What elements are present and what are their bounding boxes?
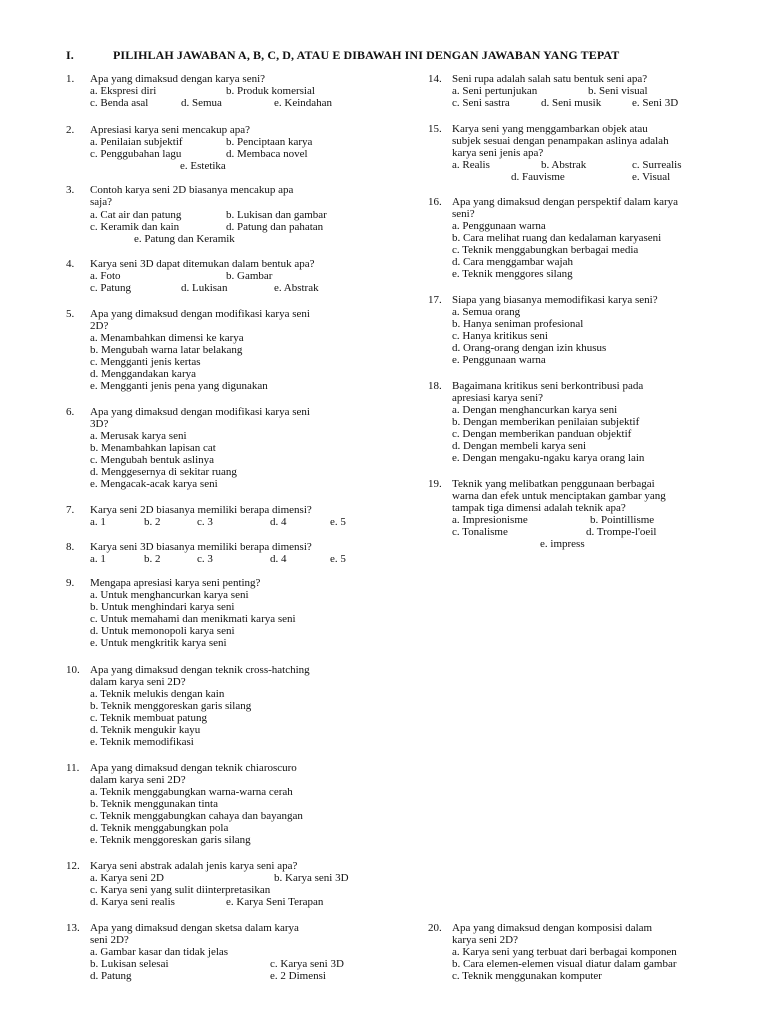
answer-option: d. Untuk memonopoli karya seni [90,625,235,637]
answer-option: b. Hanya seniman profesional [452,318,584,330]
answer-option: b. Seni visual [588,85,648,97]
question-number: 6. [66,406,75,418]
question-text: Bagaimana kritikus seni berkontribusi pada [452,380,644,392]
answer-option: b. Produk komersial [226,85,315,97]
question-text: Mengapa apresiasi karya seni penting? [90,577,261,589]
answer-option: e. Mengacak-acak karya seni [90,478,218,490]
answer-option: c. Teknik menggabungkan cahaya dan bayangan [90,810,303,822]
answer-option: b. Karya seni 3D [274,872,349,884]
question-number: 19. [428,478,442,490]
answer-option: c. Teknik menggabungkan berbagai media [452,244,639,256]
answer-option: b. Gambar [226,270,273,282]
answer-option: c. Mengganti jenis kertas [90,356,201,368]
answer-option: a. Foto [90,270,121,282]
answer-option: a. Ekspresi diri [90,85,157,97]
answer-option: d. 4 [270,516,287,528]
question-number: 11. [66,762,80,774]
answer-option: c. Teknik membuat patung [90,712,207,724]
answer-option: c. Penggubahan lagu [90,148,182,160]
answer-option: b. Abstrak [541,159,587,171]
question-text: dalam karya seni 2D? [90,676,186,688]
answer-option: d. Patung dan pahatan [226,221,324,233]
answer-option: d. Menggandakan karya [90,368,196,380]
answer-option: d. Karya seni realis [90,896,175,908]
answer-option: b. Cara elemen-elemen visual diatur dalam gambar [452,958,677,970]
question-number: 10. [66,664,80,676]
question-number: 14. [428,73,442,85]
question-number: 5. [66,308,75,320]
answer-option: c. Untuk memahami dan menikmati karya seni [90,613,296,625]
answer-option: b. Teknik menggoreskan garis silang [90,700,252,712]
section-number: I. [66,48,74,62]
answer-option: b. Lukisan dan gambar [226,209,327,221]
answer-option: a. Penggunaan warna [452,220,546,232]
answer-option: b. Untuk menghindari karya seni [90,601,235,613]
question-text: seni 2D? [90,934,129,946]
answer-option: e. Untuk mengkritik karya seni [90,637,227,649]
answer-option: b. Lukisan selesai [90,958,169,970]
answer-option: c. Dengan memberikan panduan objektif [452,428,632,440]
answer-option: e. Patung dan Keramik [134,233,235,245]
question-number: 2. [66,124,75,136]
answer-option: a. Seni pertunjukan [452,85,538,97]
answer-option: d. Fauvisme [511,171,565,183]
question-number: 15. [428,123,442,135]
answer-option: d. Lukisan [181,282,228,294]
answer-option: c. Mengubah bentuk aslinya [90,454,215,466]
answer-option: b. 2 [144,516,161,528]
answer-option: c. Karya seni yang sulit diinterpretasikan [90,884,271,896]
answer-option: a. Menambahkan dimensi ke karya [90,332,244,344]
question-text: seni? [452,208,475,220]
answer-option: a. Untuk menghancurkan karya seni [90,589,249,601]
question-text: Apa yang dimaksud dengan karya seni? [90,73,266,85]
question-text: Apa yang dimaksud dengan teknik chiaroscuro [90,762,297,774]
question-number: 3. [66,184,75,196]
answer-option: e. Visual [632,171,671,183]
answer-option: c. Karya seni 3D [270,958,344,970]
answer-option: d. Teknik menggabungkan pola [90,822,229,834]
answer-option: c. Tonalisme [452,526,508,538]
question-text: subjek sesuai dengan penampakan aslinya adalah [452,135,669,147]
answer-option: a. Semua orang [452,306,521,318]
answer-option: d. Membaca novel [226,148,308,160]
answer-option: e. Seni 3D [632,97,679,109]
answer-option: a. 1 [90,516,106,528]
answer-option: e. Teknik menggores silang [452,268,573,280]
section-instruction: PILIHLAH JAWABAN A, B, C, D, ATAU E DIBAWAH INI DENGAN JAWABAN YANG TEPAT [113,48,620,62]
question-text: Apa yang dimaksud dengan teknik cross-hatching [90,664,310,676]
answer-option: c. 3 [197,516,213,528]
answer-option: d. Seni musik [541,97,602,109]
answer-option: c. 3 [197,553,213,565]
question-text: Karya seni 2D biasanya memiliki berapa dimensi? [90,504,312,516]
answer-option: a. Merusak karya seni [90,430,187,442]
question-text: Apa yang dimaksud dengan modifikasi karya seni [90,406,310,418]
answer-option: d. Orang-orang dengan izin khusus [452,342,607,354]
question-text: Karya seni yang menggambarkan objek atau [452,123,648,135]
question-number: 9. [66,577,75,589]
answer-option: a. Cat air dan patung [90,209,182,221]
question-text: dalam karya seni 2D? [90,774,186,786]
answer-option: e. 2 Dimensi [270,970,326,982]
answer-option: b. Menambahkan lapisan cat [90,442,216,454]
question-text: Siapa yang biasanya memodifikasi karya seni? [452,294,658,306]
answer-option: e. Estetika [180,160,226,172]
question-text: Apresiasi karya seni mencakup apa? [90,124,251,136]
answer-option: a. Teknik melukis dengan kain [90,688,225,700]
answer-option: c. Seni sastra [452,97,510,109]
answer-option: a. Karya seni yang terbuat dari berbagai komponen [452,946,677,958]
answer-option: a. Penilaian subjektif [90,136,183,148]
question-text: saja? [90,196,112,208]
answer-option: b. Pointillisme [590,514,655,526]
answer-option: b. Penciptaan karya [226,136,313,148]
answer-option: d. Semua [181,97,222,109]
question-text: tampak tiga dimensi adalah teknik apa? [452,502,626,514]
question-number: 12. [66,860,80,872]
question-text: karya seni jenis apa? [452,147,544,159]
answer-option: a. Gambar kasar dan tidak jelas [90,946,229,958]
answer-option: e. 5 [330,553,346,565]
answer-option: b. Dengan memberikan penilaian subjektif [452,416,640,428]
question-text: Contoh karya seni 2D biasanya mencakup apa [90,184,294,196]
question-number: 7. [66,504,75,516]
answer-option: e. impress [540,538,585,550]
answer-option: b. 2 [144,553,161,565]
question-text: Apa yang dimaksud dengan modifikasi karya seni [90,308,310,320]
answer-option: a. Karya seni 2D [90,872,164,884]
answer-option: c. Benda asal [90,97,149,109]
question-text: karya seni 2D? [452,934,518,946]
answer-option: d. Dengan membeli karya seni [452,440,587,452]
answer-option: e. Abstrak [274,282,319,294]
answer-option: e. Teknik menggoreskan garis silang [90,834,251,846]
answer-option: b. Teknik menggunakan tinta [90,798,218,810]
question-number: 13. [66,922,80,934]
answer-option: c. Keramik dan kain [90,221,180,233]
answer-option: d. Patung [90,970,132,982]
question-text: 2D? [90,320,109,332]
question-number: 16. [428,196,442,208]
answer-option: b. Cara melihat ruang dan kedalaman karyaseni [452,232,662,244]
answer-option: e. Dengan mengaku-ngaku karya orang lain [452,452,645,464]
answer-option: c. Hanya kritikus seni [452,330,548,342]
answer-option: b. Mengubah warna latar belakang [90,344,243,356]
answer-option: c. Patung [90,282,131,294]
question-text: Karya seni 3D dapat ditemukan dalam bentuk apa? [90,258,315,270]
question-number: 4. [66,258,75,270]
question-text: Apa yang dimaksud dengan sketsa dalam karya [90,922,299,934]
answer-option: a. Impresionisme [452,514,528,526]
answer-option: c. Surrealis [632,159,682,171]
question-text: Apa yang dimaksud dengan komposisi dalam [452,922,653,934]
answer-option: d. Menggesernya di sekitar ruang [90,466,237,478]
answer-option: e. 5 [330,516,346,528]
question-text: apresiasi karya seni? [452,392,544,404]
question-text: Teknik yang melibatkan penggunaan berbagai [452,478,655,490]
answer-option: a. Dengan menghancurkan karya seni [452,404,618,416]
answer-option: a. Realis [452,159,490,171]
answer-option: d. Trompe-l'oeil [586,526,657,538]
answer-option: e. Teknik memodifikasi [90,736,194,748]
answer-option: e. Mengganti jenis pena yang digunakan [90,380,268,392]
question-number: 17. [428,294,442,306]
answer-option: e. Karya Seni Terapan [226,896,324,908]
question-text: Karya seni 3D biasanya memiliki berapa dimensi? [90,541,312,553]
question-text: warna dan efek untuk menciptakan gambar yang [452,490,666,502]
answer-option: a. 1 [90,553,106,565]
answer-option: d. 4 [270,553,287,565]
question-number: 18. [428,380,442,392]
question-text: Apa yang dimaksud dengan perspektif dalam karya [452,196,679,208]
answer-option: d. Cara menggambar wajah [452,256,573,268]
answer-option: d. Teknik mengukir kayu [90,724,201,736]
question-text: Seni rupa adalah salah satu bentuk seni apa? [452,73,648,85]
question-number: 1. [66,73,75,85]
answer-option: a. Teknik menggabungkan warna-warna cerah [90,786,293,798]
question-text: 3D? [90,418,109,430]
answer-option: e. Keindahan [274,97,333,109]
answer-option: c. Teknik menggunakan komputer [452,970,602,982]
question-number: 8. [66,541,75,553]
answer-option: e. Penggunaan warna [452,354,546,366]
question-text: Karya seni abstrak adalah jenis karya seni apa? [90,860,298,872]
question-number: 20. [428,922,442,934]
